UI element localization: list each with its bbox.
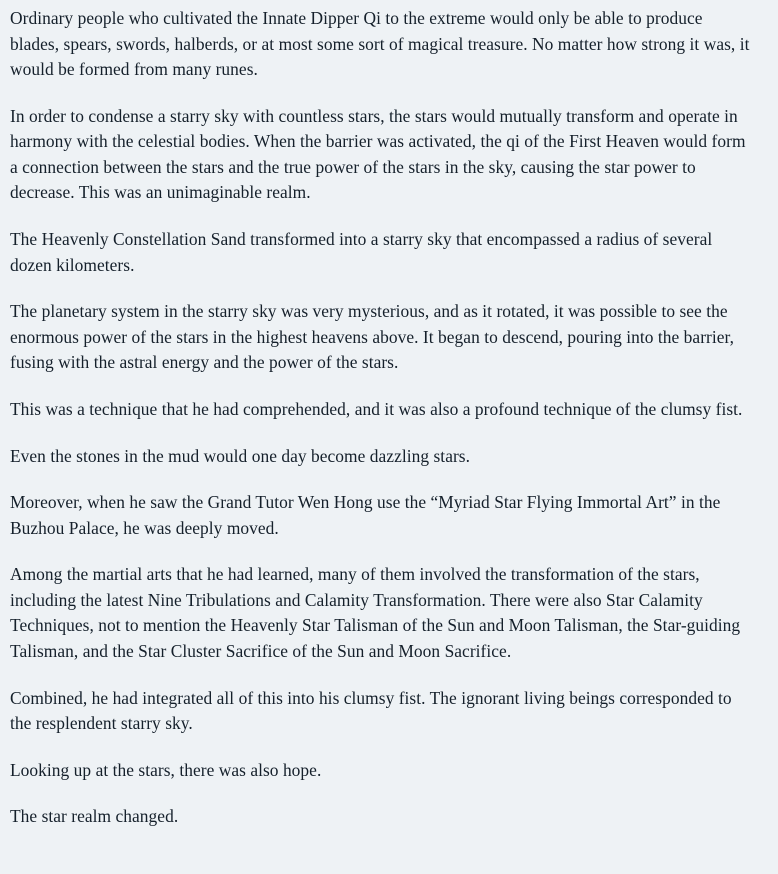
paragraph: Looking up at the stars, there was also hope. [10,759,322,780]
paragraph: Among the martial arts that he had learned, many of them involved the transformation of the stars, including the latest Nine Tribulations and Calamity Transformation. There were also Star Calamity Techniques, not to mention the Heavenly Star Talisman of the Sun and Moon Talisman, the Star-guiding Talisman, and the Star Cluster Sacrifice of the Sun and Moon Sacrifice. [10,564,741,661]
paragraph: Combined, he had integrated all of this into his clumsy fist. The ignorant living beings corresponded to the resplendent starry sky. [10,687,732,734]
paragraph: The star realm changed. [10,806,179,827]
paragraph: This was a technique that he had comprehended, and it was also a profound technique of the clumsy fist. [10,398,743,419]
paragraph: Ordinary people who cultivated the Innate Dipper Qi to the extreme would only be able to produce blades, spears, swords, halberds, or at most some sort of magical treasure. No matter how strong it was, it would be formed from many runes. [10,8,750,80]
paragraph: Moreover, when he saw the Grand Tutor Wen Hong use the “Myriad Star Flying Immortal Art” in the Buzhou Palace, he was deeply moved. [10,492,721,538]
paragraph: The Heavenly Constellation Sand transformed into a starry sky that encompassed a radius of several dozen kilometers. [10,229,713,275]
paragraph: Even the stones in the mud would one day become dazzling stars. [10,445,471,466]
paragraph: In order to condense a starry sky with countless stars, the stars would mutually transform and operate in harmony with the celestial bodies. When the barrier was activated, the qi of the First Heaven would form a connection between the stars and the true power of the stars in the sky, causing the star power to decrease. This was an unimaginable realm. [10,105,746,203]
paragraph: The planetary system in the starry sky was very mysterious, and as it rotated, it was possible to see the enormous power of the stars in the highest heavens above. It began to descend, pouring into the barrier, fusing with the astral energy and the power of the stars. [10,301,735,373]
